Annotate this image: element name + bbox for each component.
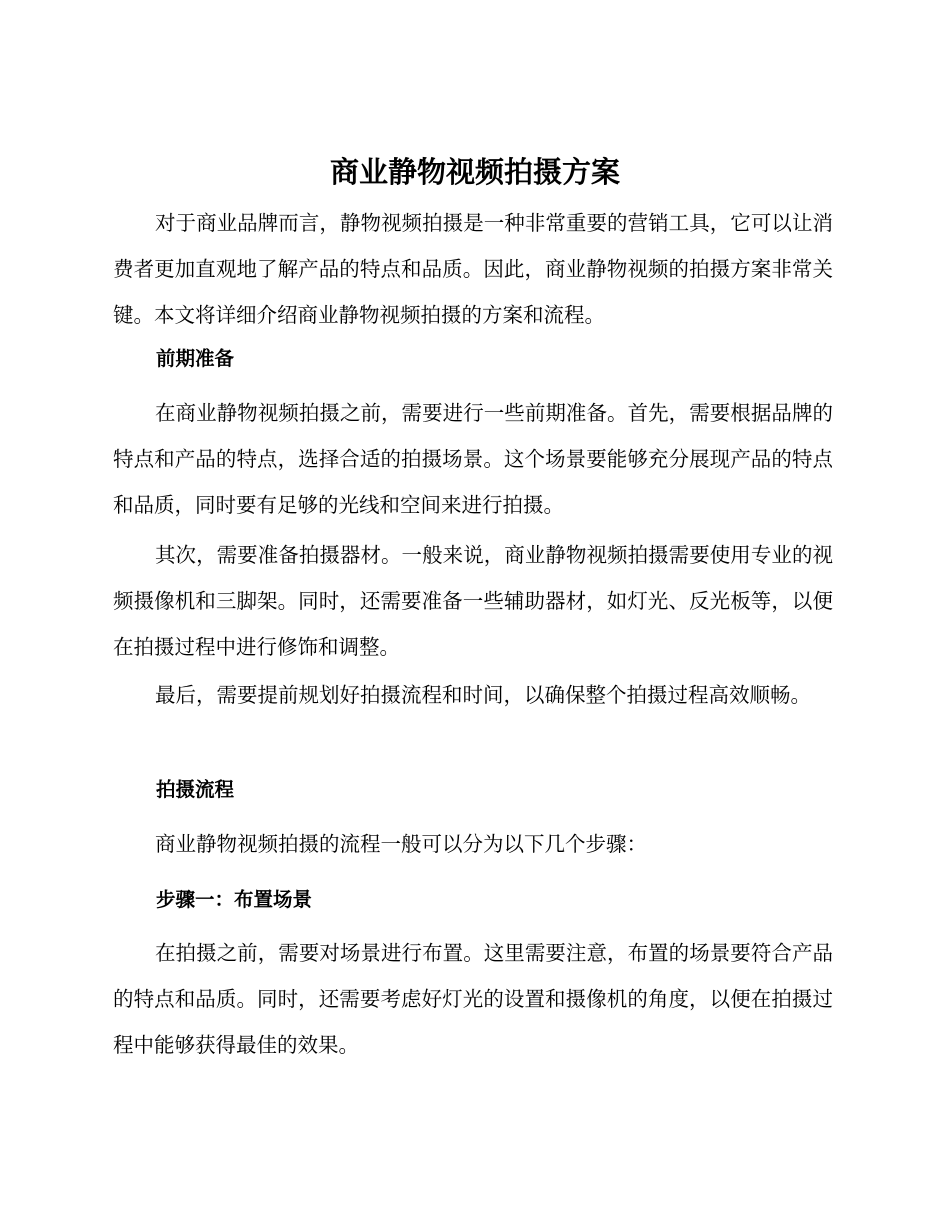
step1-paragraph-1: 在拍摄之前，需要对场景进行布置。这里需要注意，布置的场景要符合产品的特点和品质。同时，还需要考虑好灯光的设置和摄像机的角度，以便在拍摄过程中能够获得最佳的效果。	[113, 941, 833, 1057]
document-title: 商业静物视频拍摄方案	[329, 155, 620, 189]
prep-paragraph-1: 在商业静物视频拍摄之前，需要进行一些前期准备。首先，需要根据品牌的特点和产品的特点，选择合适的拍摄场景。这个场景要能够充分展现产品的特点和品质，同时要有足够的光线和空间来进行拍摄。	[113, 401, 833, 517]
intro-paragraph: 对于商业品牌而言，静物视频拍摄是一种非常重要的营销工具，它可以让消费者更加直观地了解产品的特点和品质。因此，商业静物视频的拍摄方案非常关键。本文将详细介绍商业静物视频拍摄的方案和流程。	[113, 211, 833, 327]
prep-paragraph-3: 最后，需要提前规划好拍摄流程和时间，以确保整个拍摄过程高效顺畅。	[155, 683, 811, 707]
flow-paragraph-1: 商业静物视频拍摄的流程一般可以分为以下几个步骤：	[155, 832, 647, 856]
prep-paragraph-2: 其次，需要准备拍摄器材。一般来说，商业静物视频拍摄需要使用专业的视频摄像机和三脚架。同时，还需要准备一些辅助器材，如灯光、反光板等，以便在拍摄过程中进行修饰和调整。	[113, 543, 833, 659]
step1-heading: 步骤一：布置场景	[156, 888, 313, 911]
section-heading-prep: 前期准备	[156, 347, 235, 370]
section-heading-flow: 拍摄流程	[156, 778, 235, 801]
